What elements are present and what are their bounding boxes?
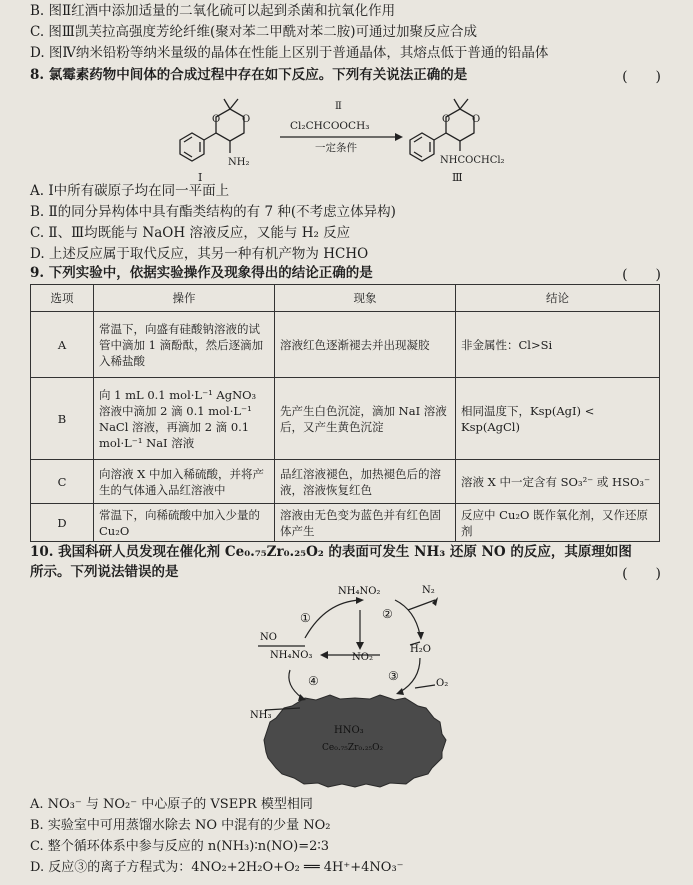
- table-row: [31, 460, 660, 504]
- q8-reaction-scheme: [170, 95, 590, 185]
- product-o-1: O: [442, 114, 451, 125]
- step-2: ②: [382, 607, 393, 621]
- table-row: [31, 378, 660, 460]
- o2-label: O₂: [436, 678, 449, 689]
- q8-option-c: C. Ⅱ、Ⅲ均既能与 NaOH 溶液反应，又能与 H₂ 反应: [30, 225, 351, 241]
- nh4no3-label: NH₄NO₃: [270, 650, 313, 661]
- n2-label: N₂: [422, 585, 435, 596]
- table-header-row: [31, 285, 660, 312]
- h2o-label: H₂O: [410, 644, 431, 655]
- product-label: Ⅲ: [452, 171, 463, 184]
- reactant-o-2: O: [242, 114, 251, 125]
- row-key: A: [31, 312, 94, 378]
- row-conclusion: 非金属性：Cl>Si: [456, 312, 660, 378]
- row-key: C: [31, 460, 94, 504]
- row-operation: 常温下，向盛有硅酸钠溶液的试管中滴加 1 滴酚酞，然后逐滴加入稀盐酸: [94, 312, 275, 378]
- option-c-top: C. 图Ⅲ凯芙拉高强度芳纶纤维(聚对苯二甲酰对苯二胺)可通过加聚反应合成: [30, 24, 477, 40]
- row-phenomenon: 先产生白色沉淀，滴加 NaI 溶液后，又产生黄色沉淀: [275, 378, 456, 460]
- row-key: B: [31, 378, 94, 460]
- row-phenomenon: 品红溶液褪色，加热褪色后的溶液，溶液恢复红色: [275, 460, 456, 504]
- header-operation: 操作: [94, 285, 275, 312]
- no2-label: NO₂: [352, 652, 373, 663]
- reactant-nh2: NH₂: [228, 157, 250, 168]
- q10-stem-line2: 所示。下列说法错误的是: [30, 564, 179, 580]
- q8-stem: 8. 氯霉素药物中间体的合成过程中存在如下反应。下列有关说法正确的是: [30, 67, 468, 83]
- reactant-structure: [180, 99, 244, 161]
- q10-option-d: D. 反应③的离子方程式为：4NO₂+2H₂O+O₂ ══ 4H⁺+4NO₃⁻: [30, 860, 404, 875]
- header-phenomenon: 现象: [275, 285, 456, 312]
- catalyst-label: Ce₀.₇₅Zr₀.₂₅O₂: [322, 743, 384, 753]
- reaction-arrow-head: [395, 133, 403, 141]
- nh3-label: NH₃: [250, 710, 272, 721]
- q8-option-b: B. Ⅱ的同分异构体中具有酯类结构的有 7 种(不考虑立体异构): [30, 204, 396, 220]
- header-key: 选项: [31, 285, 94, 312]
- product-o-2: O: [472, 114, 481, 125]
- q9-answer-paren: ( ): [622, 267, 661, 283]
- reaction-condition: 一定条件: [315, 142, 357, 154]
- q9-experiment-table: [30, 284, 660, 542]
- reactant-o-1: O: [212, 114, 221, 125]
- q9-stem: 9. 下列实验中，依据实验操作及现象得出的结论正确的是: [30, 265, 373, 281]
- header-conclusion: 结论: [456, 285, 660, 312]
- row-conclusion: 溶液 X 中一定含有 SO₃²⁻ 或 HSO₃⁻: [456, 460, 660, 504]
- q8-option-a: A. Ⅰ中所有碳原子均在同一平面上: [30, 183, 230, 199]
- q10-stem-line1: 10. 我国科研人员发现在催化剂 Ce₀.₇₅Zr₀.₂₅O₂ 的表面可发生 NH₃ 还原 NO 的反应，其原理如图: [30, 544, 632, 560]
- reagent-label: Ⅱ: [335, 101, 342, 112]
- row-conclusion: 相同温度下，Ksp(AgI) < Ksp(AgCl): [456, 378, 660, 460]
- q8-answer-paren: ( ): [622, 69, 661, 85]
- table-row: [31, 504, 660, 542]
- row-operation: 向溶液 X 中加入稀硫酸，并将产生的气体通入品红溶液中: [94, 460, 275, 504]
- step-4: ④: [308, 674, 319, 688]
- row-operation: 常温下，向稀硫酸中加入少量的 Cu₂O: [94, 504, 275, 542]
- q10-answer-paren: ( ): [622, 566, 661, 582]
- reagent-formula: Cl₂CHCOOCH₃: [290, 120, 370, 132]
- option-b-top: B. 图Ⅱ红酒中添加适量的二氧化硫可以起到杀菌和抗氧化作用: [30, 3, 396, 19]
- table-row: [31, 312, 660, 378]
- step-1: ①: [300, 611, 311, 625]
- row-conclusion: 反应中 Cu₂O 既作氧化剂，又作还原剂: [456, 504, 660, 542]
- nh4no2-label: NH₄NO₂: [338, 586, 381, 597]
- product-structure: [410, 99, 474, 161]
- row-key: D: [31, 504, 94, 542]
- q10-option-b: B. 实验室中可用蒸馏水除去 NO 中混有的少量 NO₂: [30, 818, 331, 833]
- row-operation: 向 1 mL 0.1 mol·L⁻¹ AgNO₃ 溶液中滴加 2 滴 0.1 mol·L⁻¹ NaCl 溶液，再滴加 2 滴 0.1 mol·L⁻¹ NaI 溶液: [94, 378, 275, 460]
- option-d-top: D. 图Ⅳ纳米铅粉等纳米量级的晶体在性能上区别于普通晶体，其熔点低于普通的铅晶体: [30, 45, 549, 61]
- q10-option-c: C. 整个循环体系中参与反应的 n(NH₃)∶n(NO)=2∶3: [30, 839, 330, 854]
- step-3: ③: [388, 669, 399, 683]
- reactant-label: Ⅰ: [198, 171, 203, 184]
- no-input-label: NO: [260, 632, 277, 643]
- product-amide: NHCOCHCl₂: [440, 155, 505, 166]
- q10-option-a: A. NO₃⁻ 与 NO₂⁻ 中心原子的 VSEPR 模型相同: [30, 797, 313, 812]
- q8-option-d: D. 上述反应属于取代反应，其另一种有机产物为 HCHO: [30, 246, 369, 262]
- hno3-label: HNO₃: [334, 725, 364, 736]
- row-phenomenon: 溶液红色逐渐褪去并出现凝胶: [275, 312, 456, 378]
- row-phenomenon: 溶液由无色变为蓝色并有红色固体产生: [275, 504, 456, 542]
- q10-catalytic-cycle: [230, 580, 480, 790]
